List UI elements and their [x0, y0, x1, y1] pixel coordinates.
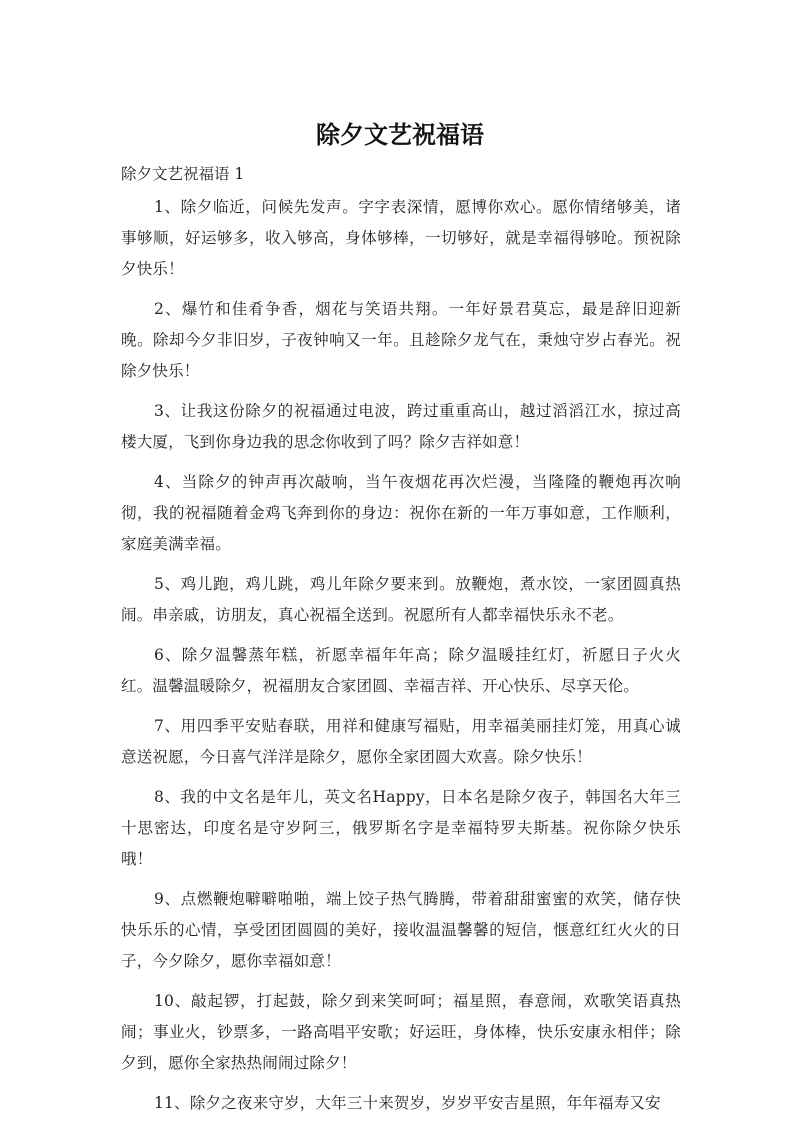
paragraph-1: 1、除夕临近，问候先发声。字字表深情，愿博你欢心。愿你情绪够美，诸事够顺，好运够多，收入够高，身体够棒，一切够好，就是幸福得够呛。预祝除夕快乐！: [121, 198, 681, 278]
section-heading: 除夕文艺祝福语 1: [121, 165, 245, 183]
paragraph-4: 4、当除夕的钟声再次敲响，当午夜烟花再次烂漫，当隆隆的鞭炮再次响彻，我的祝福随着金鸡飞奔到你的身边：祝你在新的一年万事如意，工作顺利，家庭美满幸福。: [121, 473, 681, 553]
paragraph-11: 11、除夕之夜来守岁，大年三十来贺岁，岁岁平安吉星照，年年福寿又安: [154, 1094, 661, 1112]
paragraph-9: 9、点燃鞭炮噼噼啪啪，端上饺子热气腾腾，带着甜甜蜜蜜的欢笑，储存快快乐乐的心情，享受团团圆圆的美好，接收温温馨馨的短信，惬意红红火火的日子，今夕除夕，愿你幸福如意！: [121, 890, 681, 970]
paragraph-10: 10、敲起锣，打起鼓，除夕到来笑呵呵；福星照，春意闹，欢歌笑语真热闹；事业火，钞票多，一路高唱平安歌；好运旺，身体棒，快乐安康永相伴；除夕到，愿你全家热热闹闹过除夕！: [121, 992, 681, 1072]
paragraph-list: [121, 192, 681, 1128]
document-title: 除夕文艺祝福语: [316, 121, 484, 149]
paragraph-6: 6、除夕温馨蒸年糕，祈愿幸福年年高；除夕温暖挂红灯，祈愿日子火火红。温馨温暖除夕，祝福朋友合家团圆、幸福吉祥、开心快乐、尽享天伦。: [121, 646, 681, 695]
paragraph-5: 5、鸡儿跑，鸡儿跳，鸡儿年除夕要来到。放鞭炮，煮水饺，一家团圆真热闹。串亲戚，访朋友，真心祝福全送到。祝愿所有人都幸福快乐永不老。: [121, 575, 681, 624]
paragraph-8: 8、我的中文名是年儿，英文名Happy，日本名是除夕夜子，韩国名大年三十思密达，印度名是守岁阿三，俄罗斯名字是幸福特罗夫斯基。祝你除夕快乐哦！: [121, 788, 681, 868]
paragraph-7: 7、用四季平安贴春联，用祥和健康写福贴，用幸福美丽挂灯笼，用真心诚意送祝愿，今日喜气洋洋是除夕，愿你全家团圆大欢喜。除夕快乐！: [121, 717, 681, 766]
paragraph-3: 3、让我这份除夕的祝福通过电波，跨过重重高山，越过滔滔江水，掠过高楼大厦，飞到你身边我的思念你收到了吗？除夕吉祥如意！: [121, 402, 681, 451]
paragraph-2: 2、爆竹和佳肴争香，烟花与笑语共翔。一年好景君莫忘，最是辞旧迎新晚。除却今夕非旧岁，子夜钟响又一年。且趁除夕龙气在，秉烛守岁占春光。祝除夕快乐！: [121, 300, 681, 380]
